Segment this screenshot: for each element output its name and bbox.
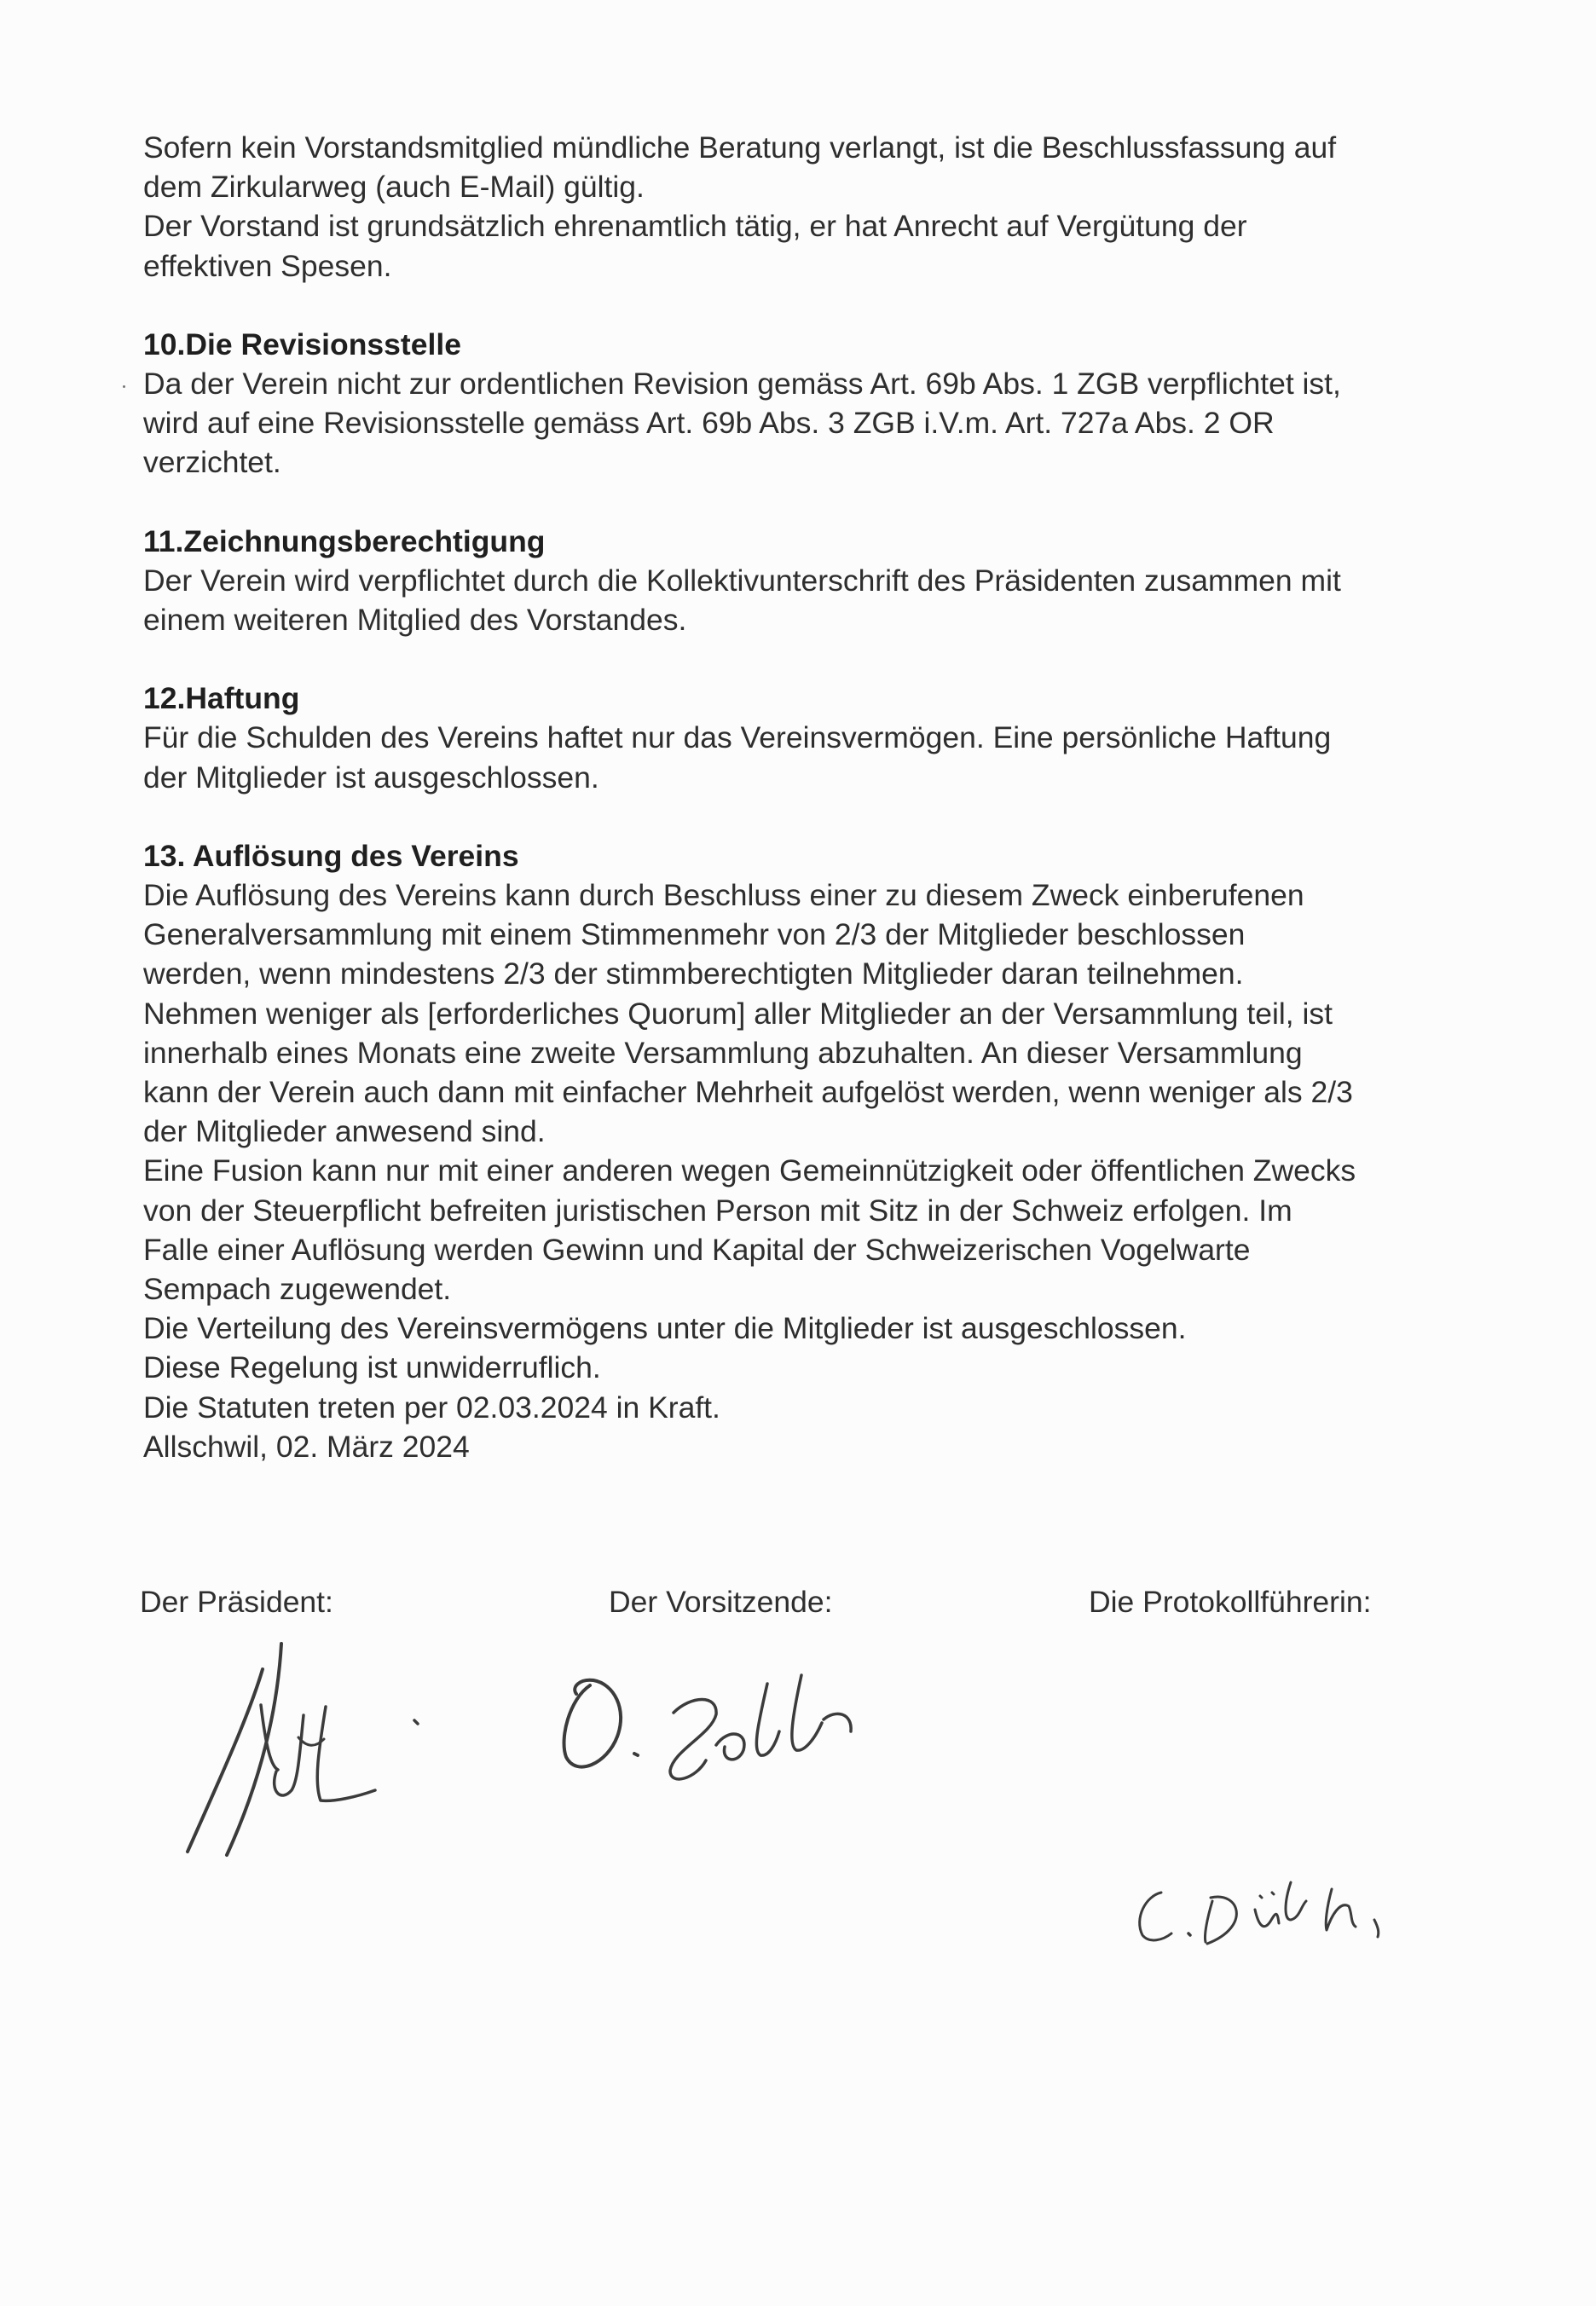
section-line: Die Verteilung des Vereinsvermögens unter die Mitglieder ist ausgeschlossen. (143, 1311, 1187, 1346)
section-haftung (143, 679, 1524, 797)
section-line: Für die Schulden des Vereins haftet nur das Vereinsvermögen. Eine persönliche Haftung (143, 720, 1332, 755)
president-signature (171, 1620, 443, 1875)
section-line: kann der Verein auch dann mit einfacher Mehrheit aufgelöst werden, wenn weniger als 2/3 (143, 1075, 1353, 1110)
section-line: Eine Fusion kann nur mit einer anderen wegen Gemeinnützigkeit oder öffentlichen Zwecks (143, 1153, 1356, 1188)
president-label: Der Präsident: (140, 1585, 333, 1619)
intro-line: Sofern kein Vorstandsmitglied mündliche Beratung verlangt, ist die Beschlussfassung auf (143, 130, 1337, 165)
section-line: wird auf eine Revisionsstelle gemäss Art. 69b Abs. 3 ZGB i.V.m. Art. 727a Abs. 2 OR (143, 406, 1275, 441)
section-line: innerhalb eines Monats eine zweite Versammlung abzuhalten. An dieser Versammlung (143, 1035, 1303, 1070)
section-heading: 10.Die Revisionsstelle (143, 327, 461, 361)
statutes-text (143, 128, 1524, 1466)
section-revisionsstelle (143, 325, 1524, 483)
section-line: Generalversammlung mit einem Stimmenmehr von 2/3 der Mitglieder beschlossen (143, 917, 1246, 952)
chair-label: Der Vorsitzende: (609, 1585, 833, 1619)
section-line: Die Auflösung des Vereins kann durch Beschluss einer zu diesem Zweck einberufenen (143, 878, 1304, 913)
chair-signature (546, 1650, 921, 1803)
section-heading: 12.Haftung (143, 681, 300, 716)
section-heading: 13. Auflösung des Vereins (143, 838, 519, 873)
effective-date-statement: Die Statuten treten per 02.03.2024 in Kraft. (143, 1390, 720, 1425)
scan-speck (123, 385, 125, 388)
section-line: einem weiteren Mitglied des Vorstandes. (143, 603, 687, 638)
section-line: Der Verein wird verpflichtet durch die Kollektivunterschrift des Präsidenten zusammen mit (143, 563, 1341, 598)
section-zeichnungsberechtigung (143, 522, 1524, 640)
place-and-date: Allschwil, 02. März 2024 (143, 1429, 470, 1464)
section-line: der Mitglieder anwesend sind. (143, 1114, 546, 1149)
intro-paragraph (143, 128, 1524, 286)
section-line: Falle einer Auflösung werden Gewinn und Kapital der Schweizerischen Vogelwarte (143, 1232, 1251, 1267)
section-heading: 11.Zeichnungsberechtigung (143, 523, 546, 558)
secretary-signature (1108, 1858, 1466, 1969)
section-line: von der Steuerpflicht befreiten juristischen Person mit Sitz in der Schweiz erfolgen. Im (143, 1193, 1292, 1228)
section-line: Nehmen weniger als [erforderliches Quorum] aller Mitglieder an der Versammlung teil, ist (143, 996, 1333, 1031)
section-line: Sempach zugewendet. (143, 1272, 452, 1307)
intro-line: dem Zirkularweg (auch E-Mail) gültig. (143, 170, 645, 205)
section-line: der Mitglieder ist ausgeschlossen. (143, 760, 599, 795)
intro-line: effektiven Spesen. (143, 248, 392, 283)
intro-line: Der Vorstand ist grundsätzlich ehrenamtlich tätig, er hat Anrecht auf Vergütung der (143, 209, 1247, 244)
secretary-label: Die Protokollführerin: (1089, 1585, 1372, 1619)
section-line: Diese Regelung ist unwiderruflich. (143, 1350, 601, 1385)
section-line: werden, wenn mindestens 2/3 der stimmberechtigten Mitglieder daran teilnehmen. (143, 956, 1244, 991)
section-line: Da der Verein nicht zur ordentlichen Revision gemäss Art. 69b Abs. 1 ZGB verpflichtet ist, (143, 367, 1341, 402)
section-aufloesung (143, 836, 1524, 1388)
section-line: verzichtet. (143, 445, 281, 480)
